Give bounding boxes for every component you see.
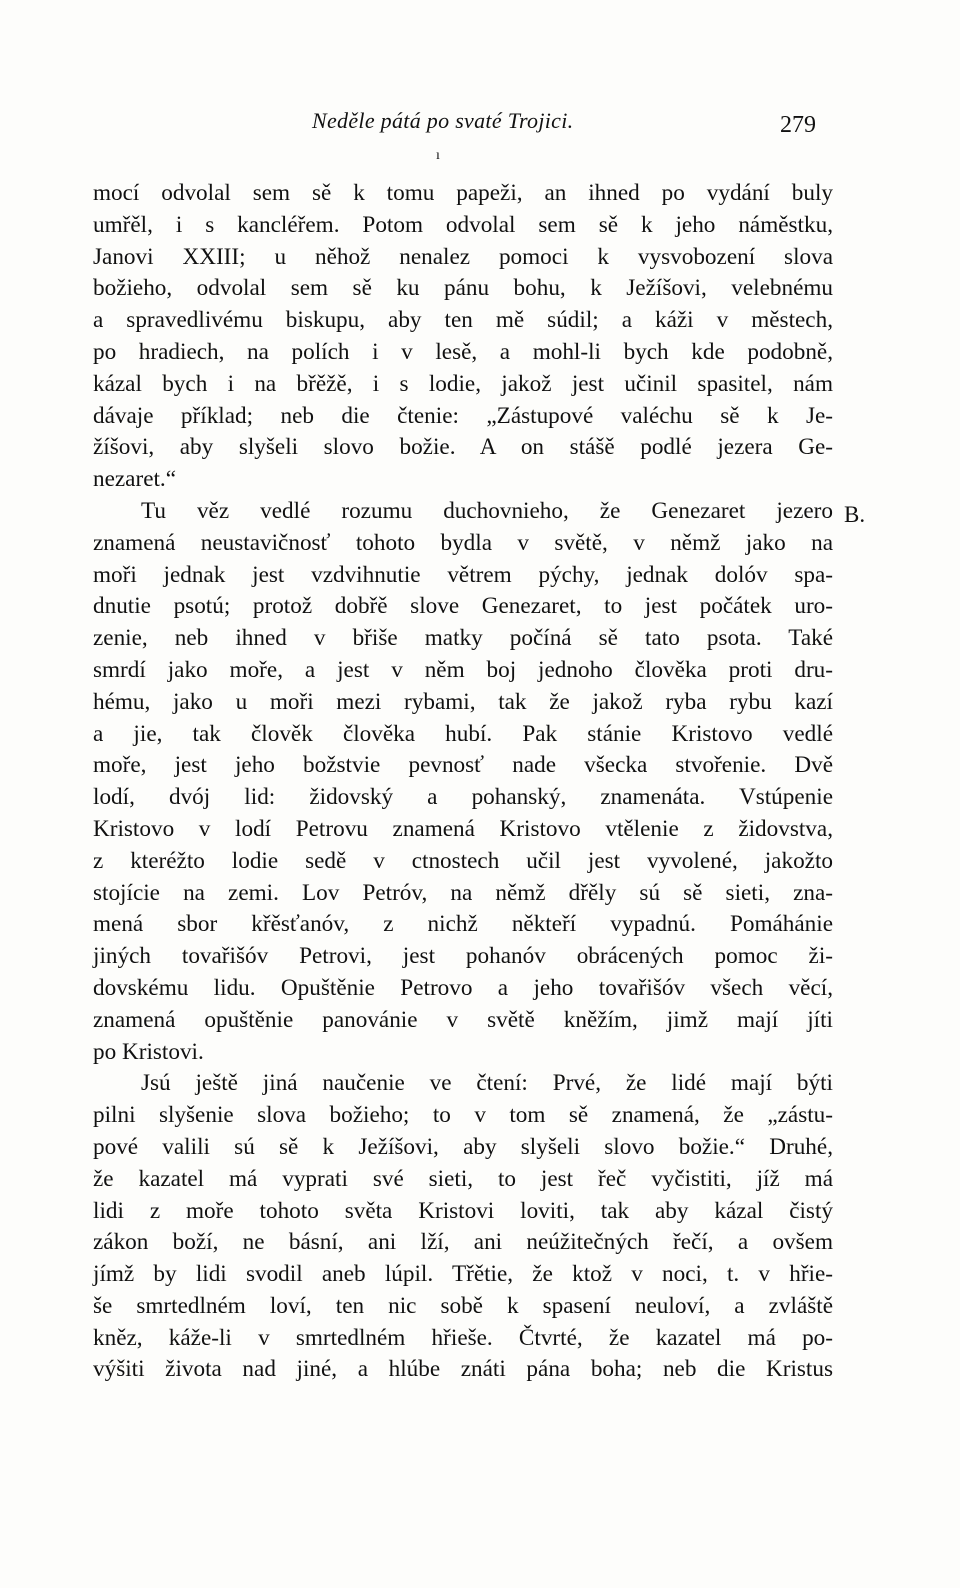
text-line: še smrtedlném loví, ten nic sobě k spasení neuloví, a zvláště — [93, 1292, 833, 1319]
text-line: dovskému lidu. Opuštěnie Petrovo a jeho tovařišóv všech věcí, — [93, 974, 833, 1001]
text-line: a jie, tak člověk člověka hubí. Pak stánie Kristovo vedlé — [93, 720, 833, 747]
text-line: Janovi XXIII; u něhož nenalez pomoci k vysvobození slova — [93, 243, 833, 270]
text-line: znamená neustavičnosť tohoto bydla v světě, v němž jako na — [93, 529, 833, 556]
text-line: smrdí jako moře, a jest v něm boj jednoho člověka proti dru- — [93, 656, 833, 683]
text-line: a spravedlivému biskupu, aby ten mě súdil; a káži v městech, — [93, 307, 833, 334]
text-line: po Kristovi. — [93, 1038, 204, 1065]
text-line: zenie, neb ihned v břiše matky počíná sě tato psota. Také — [93, 625, 833, 652]
stray-print-mark: ı — [436, 148, 440, 163]
body-text — [93, 178, 833, 1386]
text-line: že kazatel má vyprati své sieti, to jest řeč vyčistiti, jíž má — [93, 1165, 833, 1192]
text-line: lodí, dvój lid: židovský a pohanský, znamenáta. Vstúpenie — [93, 784, 833, 811]
text-line: umřěl, i s kancléřem. Potom odvolal sem sě k jeho náměstku, — [93, 211, 833, 238]
running-title: Neděle pátá po svaté Trojici. — [312, 108, 574, 133]
text-line: jímž by lidi svodil aneb lúpil. Třětie, že ktož v noci, t. v hřie- — [93, 1261, 833, 1288]
text-line: mená sbor křěsťanóv, z nichž někteří vypadnú. Pomáhánie — [93, 911, 833, 938]
text-line: Kristovo v lodí Petrovu znamená Kristovo vtělenie z židovstva, — [93, 815, 833, 842]
text-line: dávaje příklad; neb die čtenie: „Zástupové valéchu sě k Je- — [93, 402, 833, 429]
text-line: pové valili sú sě k Ježíšovi, aby slyšeli slovo božie.“ Druhé, — [93, 1133, 833, 1160]
text-line: žíšovi, aby slyšeli slovo božie. A on stášě podlé jezera Ge- — [93, 434, 833, 461]
page-number: 279 — [780, 112, 816, 138]
paragraph-first-line: Tu věz vedlé rozumu duchovnieho, že Genezaret jezero — [141, 497, 833, 524]
text-line: moře, jest jeho božstvie pevnosť nade všecka stvořenie. Dvě — [93, 752, 833, 779]
text-line: po hradiech, na polích i v lesě, a mohl-li bych kde podobně, — [93, 338, 833, 365]
text-line: znamená opuštěnie panovánie v světě kněžím, jimž mají jíti — [93, 1006, 833, 1033]
text-line: stojície na zemi. Lov Petróv, na němž dřěly sú sě sieti, zna- — [93, 879, 833, 906]
text-line: zákon boží, ne básní, ani lží, ani neúžitečných řečí, a ovšem — [93, 1229, 833, 1256]
text-line: jiných tovařišóv Petrovi, jest pohanóv obrácených pomoc ži- — [93, 943, 833, 970]
text-line: božieho, odvolal sem sě ku pánu bohu, k Ježíšovi, velebnému — [93, 275, 833, 302]
text-line: z kteréžto lodie sedě v ctnostech učil jest vyvolené, jakožto — [93, 847, 833, 874]
text-line: výšiti života nad jiné, a hlúbe znáti pána boha; neb die Kristus — [93, 1356, 833, 1383]
text-line: pilni slyšenie slova božieho; to v tom sě znamená, že „zástu- — [93, 1102, 833, 1129]
text-line: lidi z moře tohoto světa Kristovi loviti, tak aby kázal čistý — [93, 1197, 833, 1224]
paragraph-first-line: Jsú ještě jiná naučenie ve čtení: Prvé, že lidé mají býti — [141, 1070, 833, 1097]
text-line: kněz, káže-li v smrtedlném hřieše. Čtvrté, že kazatel má po- — [93, 1324, 833, 1351]
text-line: dnutie psotú; protož dobřě slove Genezaret, to jest počátek uro- — [93, 593, 833, 620]
text-line: kázal bych i na břěžě, i s lodie, jakož jest učinil spasitel, nám — [93, 370, 833, 397]
text-line: moři jednak jest vzdvihnutie větrem pýchy, jednak dolóv spa- — [93, 561, 833, 588]
margin-note: B. — [844, 502, 866, 527]
text-line: hému, jako u moři mezi rybami, tak že jakož ryba rybu kazí — [93, 688, 833, 715]
text-line: mocí odvolal sem sě k tomu papeži, an ihned po vydání buly — [93, 180, 833, 206]
text-line: nezaret.“ — [93, 466, 177, 493]
